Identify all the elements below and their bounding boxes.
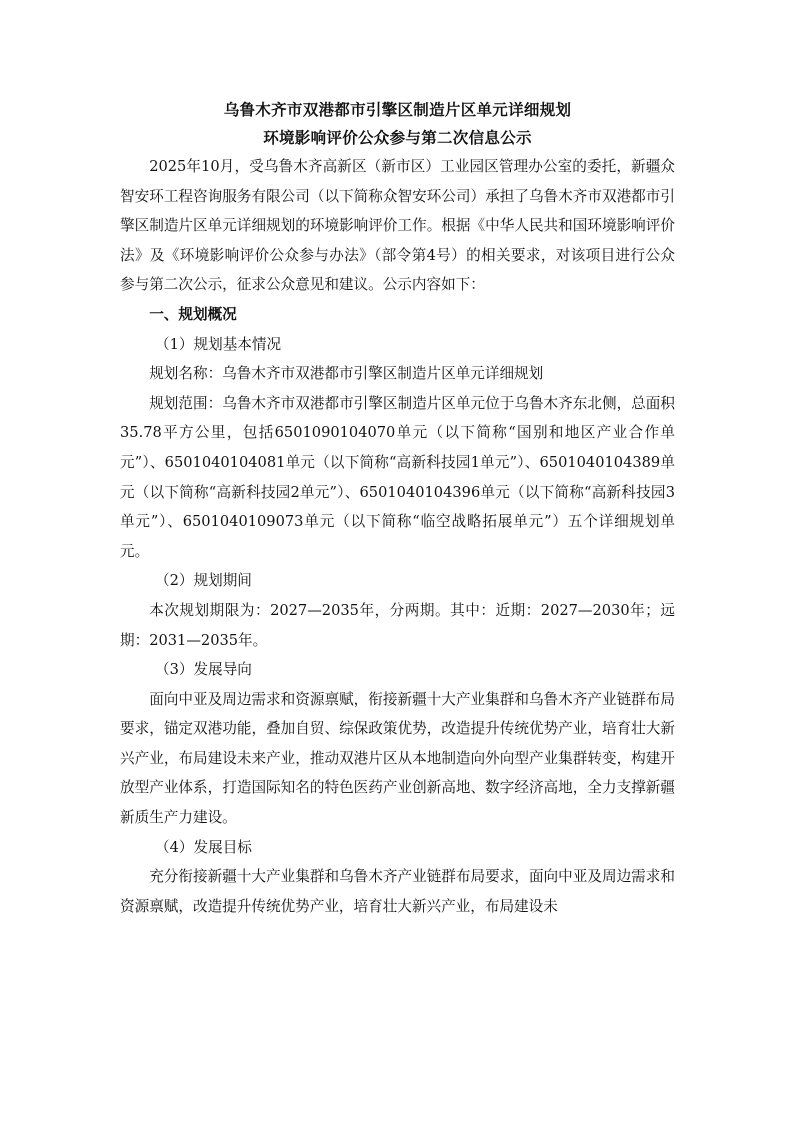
- subsection-heading-plan-period: （2）规划期间: [155, 572, 252, 590]
- plan-scope-paragraph: 规划范围：乌鲁木齐市双港都市引擎区制造片区单元位于乌鲁木齐东北侧，总面积35.78平方公里，包括6501090104070单元（以下简称“国别和地区产业合作单元”）、6501040104081单元（以下简称“高新科技园1单元”）、6501040104389单元（以下简称“高新科技园2单元”）、6501040104396单元（以下简称“高新科技园3单元”）、6501040109073单元（以下简称“临空战略拓展单元”）五个详细规划单元。: [120, 394, 675, 560]
- section-heading-plan-overview: 一、规划概况: [149, 305, 237, 323]
- intro-paragraph: 2025年10月，受乌鲁木齐高新区（新市区）工业园区管理办公室的委托，新疆众智安环工程咨询服务有限公司（以下简称众智安环公司）承担了乌鲁木齐市双港都市引擎区制造片区单元详细规划的环境影响评价工作。根据《中华人民共和国环境影响评价法》及《环境影响评价公众参与办法》（部令第4号）的相关要求，对该项目进行公众参与第二次公示，征求公众意见和建议。公示内容如下：: [120, 158, 675, 294]
- subsection-heading-development-orientation: （3）发展导向: [155, 661, 252, 679]
- plan-name-paragraph: 规划名称：乌鲁木齐市双港都市引擎区制造片区单元详细规划: [149, 365, 544, 383]
- subsection-heading-development-goal: （4）发展目标: [155, 838, 252, 856]
- document-title-line-2: 环境影响评价公众参与第二次信息公示: [263, 128, 532, 147]
- subsection-heading-basic-info: （1）规划基本情况: [155, 335, 282, 353]
- document-title-line-1: 乌鲁木齐市双港都市引擎区制造片区单元详细规划: [223, 100, 572, 119]
- plan-period-paragraph: 本次规划期限为：2027—2035年，分两期。其中：近期：2027—2030年；远期：2031—2035年。: [120, 601, 675, 649]
- development-goal-paragraph: 充分衔接新疆十大产业集群和乌鲁木齐产业链群布局要求，面向中亚及周边需求和资源禀赋，改造提升传统优势产业，培育壮大新兴产业，布局建设未: [120, 868, 675, 915]
- development-orientation-paragraph: 面向中亚及周边需求和资源禀赋，衔接新疆十大产业集群和乌鲁木齐产业链群布局要求，锚定双港功能，叠加自贸、综保政策优势，改造提升传统优势产业，培育壮大新兴产业，布局建设未来产业，推动双港片区从本地制造向外向型产业集群转变，构建开放型产业体系，打造国际知名的特色医药产业创新高地、数字经济高地，全力支撑新疆新质生产力建设。: [120, 690, 675, 827]
